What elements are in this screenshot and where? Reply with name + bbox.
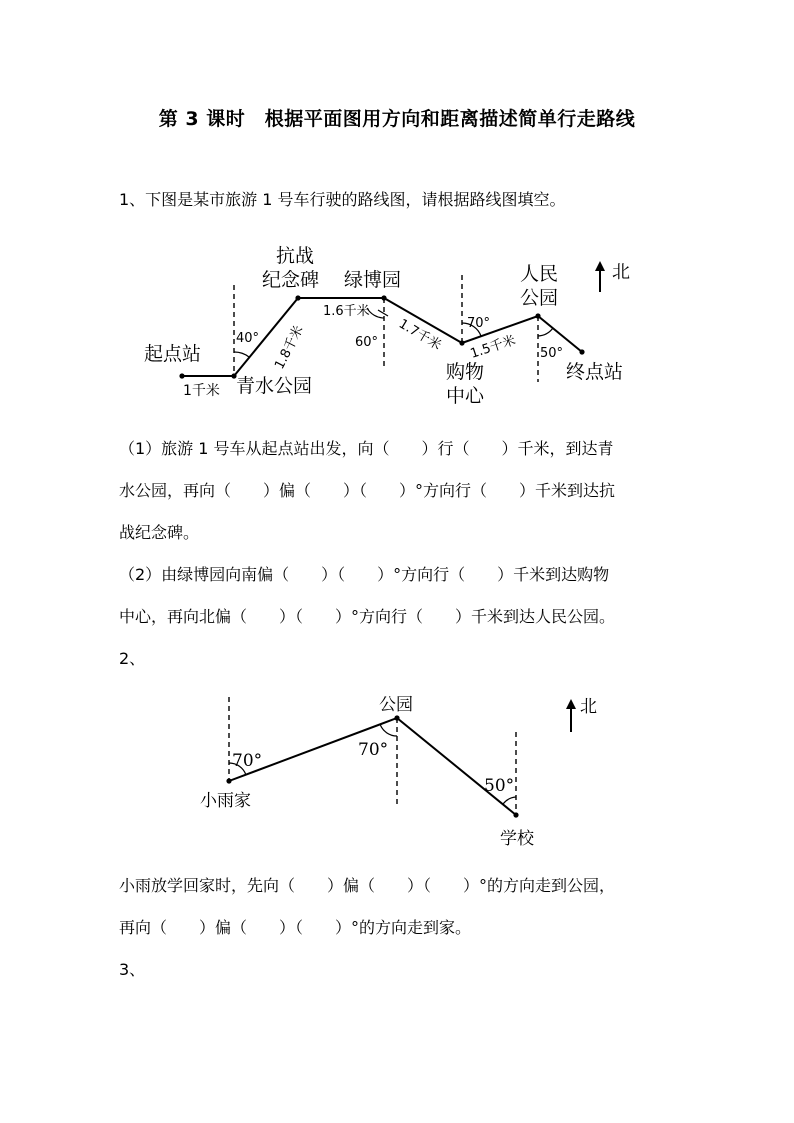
stop-qingshui: 青水公园 [236, 375, 313, 397]
page-title: 第 3 课时 根据平面图用方向和距离描述简单行走路线 [158, 108, 636, 130]
north-label: 北 [580, 697, 597, 717]
angle-label: 70° [467, 316, 491, 331]
distance-label: 1.7千米 [395, 316, 444, 354]
distance-label: 1千米 [183, 383, 220, 399]
route-point [226, 778, 231, 783]
angle-label: 70° [358, 740, 389, 760]
place-school: 学校 [500, 829, 534, 849]
question-1-sub2-line2: 中心，再向北偏（ ）（ ）°方向行（ ）千米到达人民公园。 [119, 607, 616, 626]
stop-mall-line1: 购物 [446, 361, 485, 383]
north-label: 北 [612, 262, 630, 283]
stop-people-line2: 公园 [520, 287, 559, 309]
question-3-number: 3、 [119, 960, 146, 979]
angle-arc [380, 724, 397, 736]
place-home: 小雨家 [200, 791, 251, 811]
angle-arc [503, 797, 516, 804]
question-1-sub1-line3: 战纪念碑。 [119, 523, 200, 542]
distance-label: 1.5千米 [468, 333, 518, 362]
stop-terminal: 终点站 [566, 361, 624, 383]
north-arrow-icon [566, 699, 576, 732]
stop-memorial-line1: 抗战 [276, 245, 315, 267]
angle-label: 60° [355, 335, 379, 350]
question-1-prompt: 1、下图是某市旅游 1 号车行驶的路线图，请根据路线图填空。 [119, 190, 566, 209]
question-2-line1: 小雨放学回家时，先向（ ）偏（ ）（ ）°的方向走到公园， [119, 876, 616, 895]
angle-label: 50° [540, 346, 564, 361]
angle-label: 70° [232, 751, 263, 771]
question-2-line2: 再向（ ）偏（ ）（ ）°的方向走到家。 [119, 918, 472, 937]
question-1-sub1-line2: 水公园，再向（ ）偏（ ）（ ）°方向行（ ）千米到达抗 [119, 481, 616, 500]
question-1-sub2-line1: （2）由绿博园向南偏（ ）（ ）°方向行（ ）千米到达购物 [119, 565, 610, 584]
distance-label: 1.8千米 [272, 323, 307, 372]
question-2-number: 2、 [119, 649, 146, 668]
stop-lvbo: 绿博园 [344, 269, 402, 291]
route-point [513, 812, 518, 817]
stop-memorial-line2: 纪念碑 [262, 269, 320, 291]
stop-mall-line2: 中心 [446, 385, 485, 407]
angle-label: 40° [236, 331, 260, 346]
stop-people-line1: 人民 [520, 263, 559, 285]
walk-route-line [229, 718, 516, 815]
route-point [394, 715, 399, 720]
question-1-sub1-line1: （1）旅游 1 号车从起点站出发，向（ ）行（ ）千米，到达青 [119, 439, 614, 458]
angle-label: 50° [484, 776, 515, 796]
stop-start: 起点站 [144, 343, 202, 365]
place-park: 公园 [379, 695, 413, 715]
distance-label: 1.6千米 [323, 304, 370, 319]
